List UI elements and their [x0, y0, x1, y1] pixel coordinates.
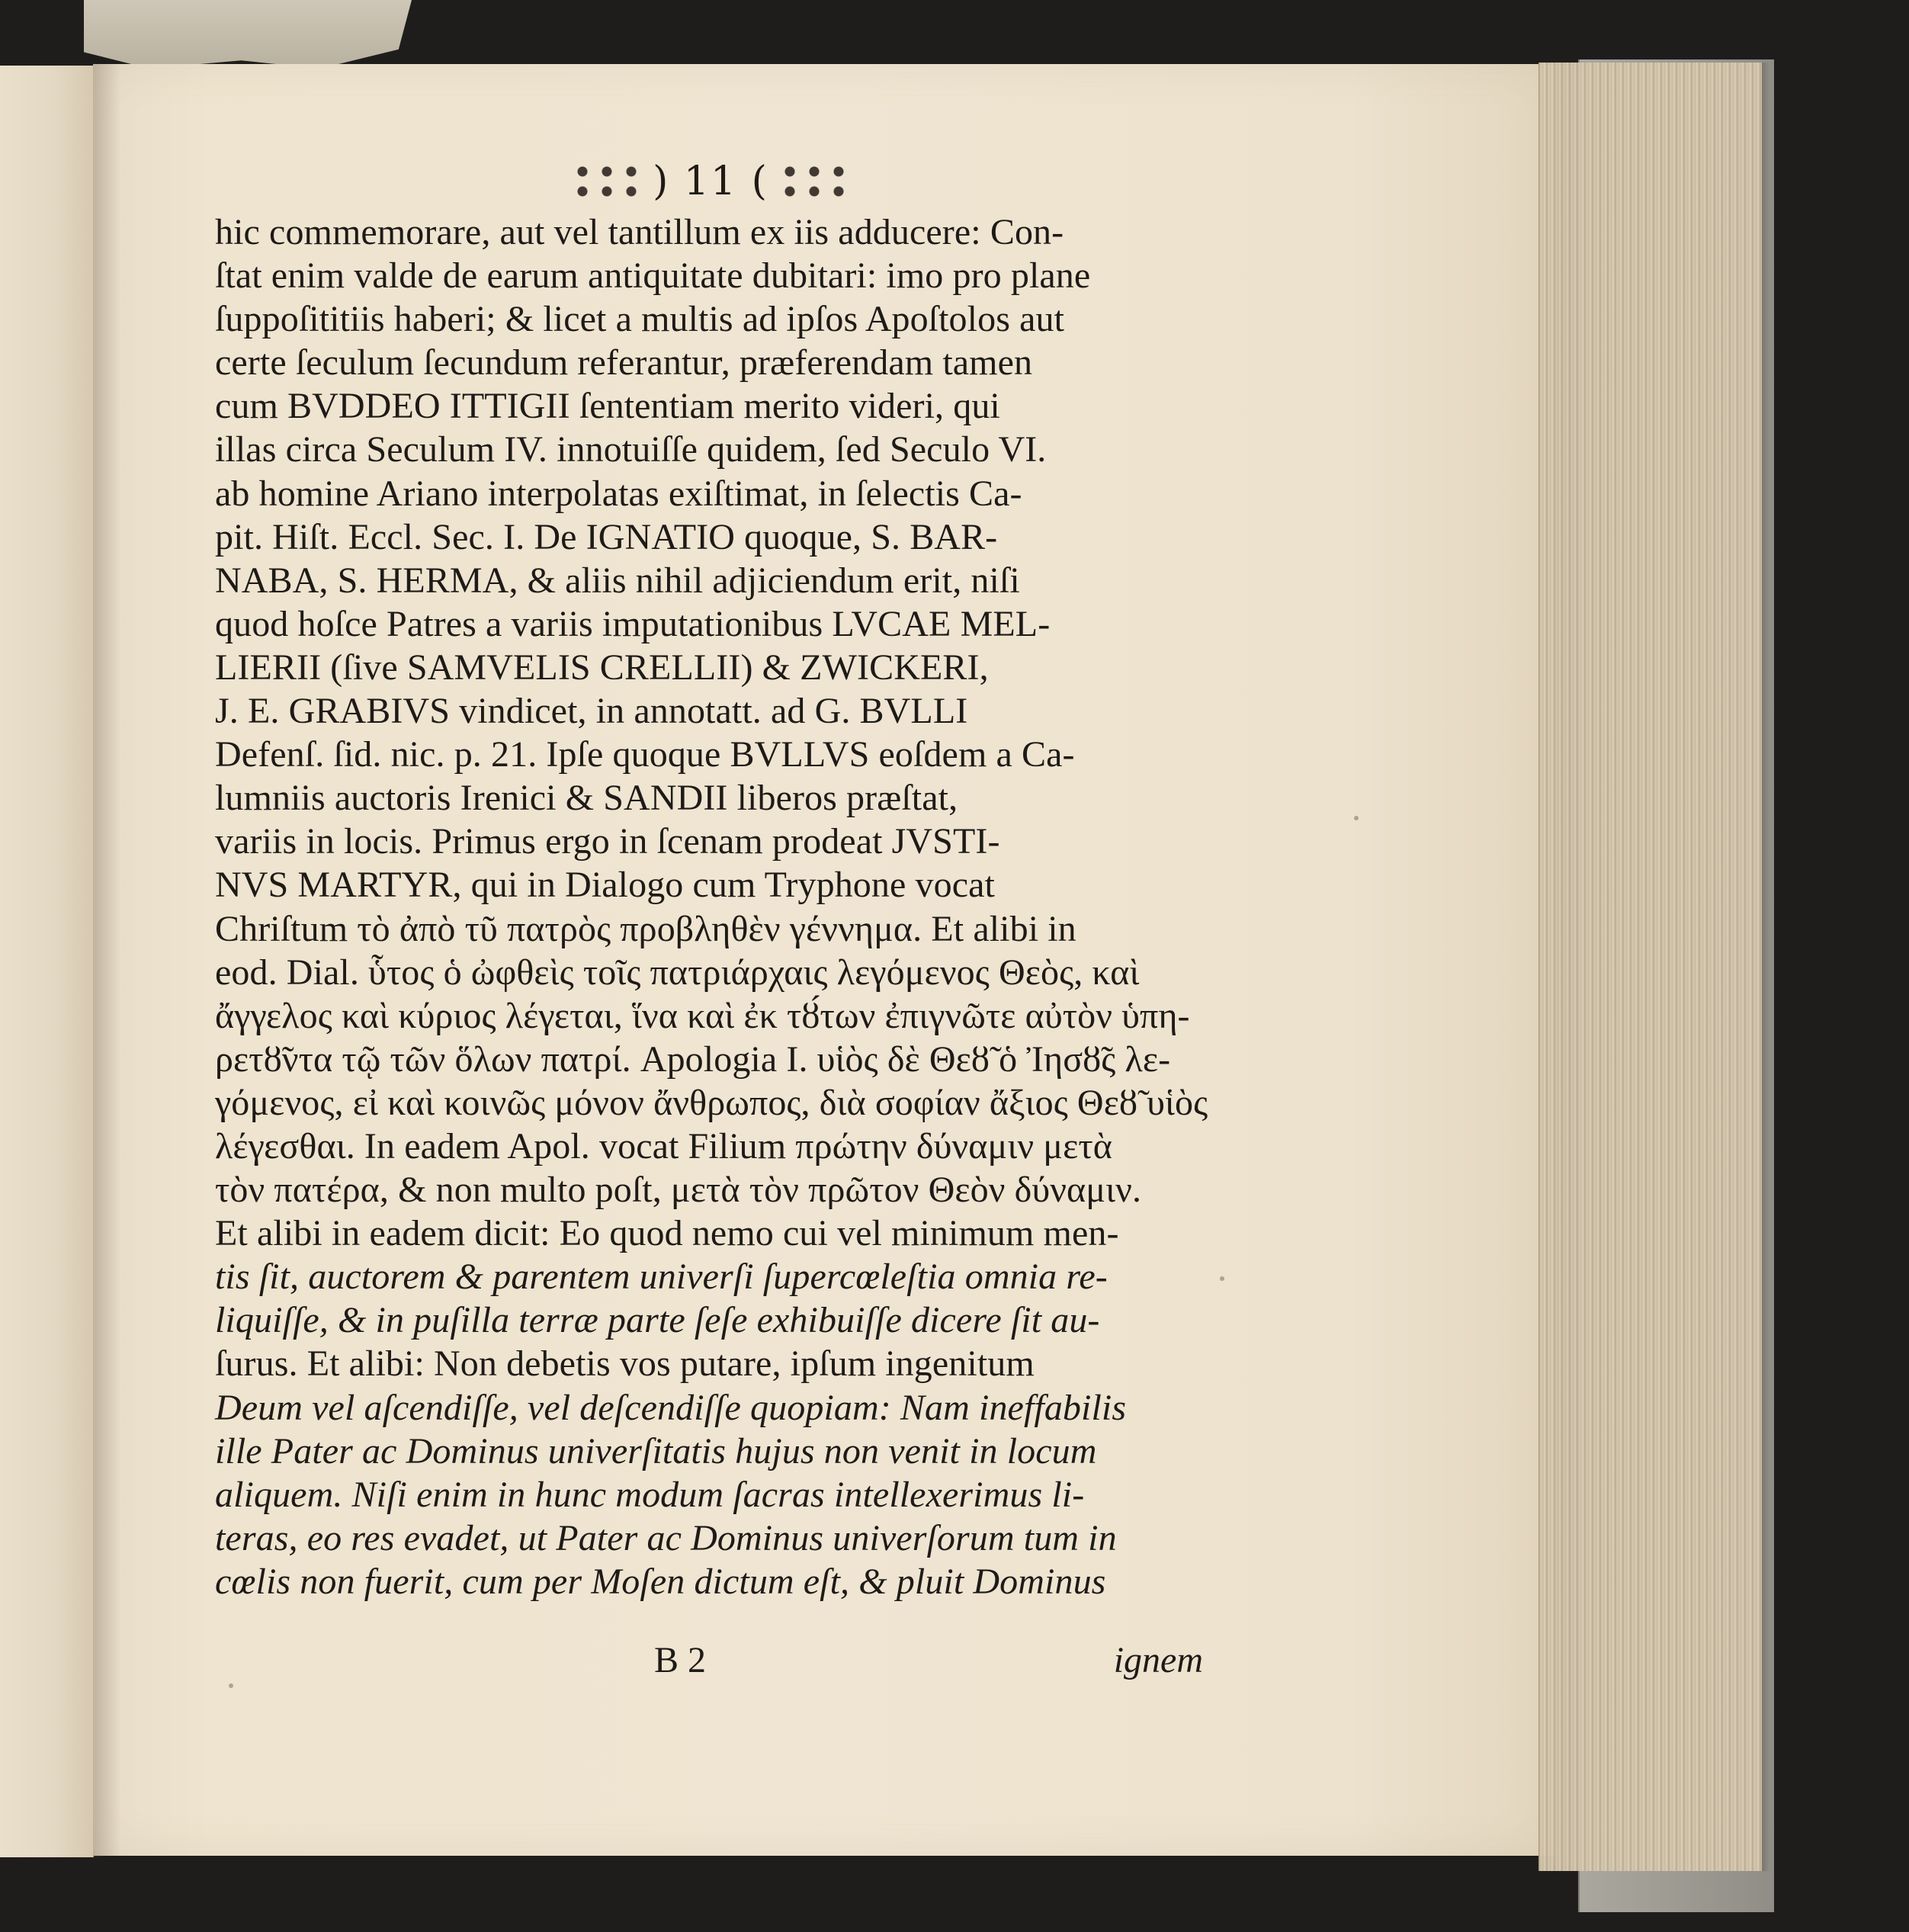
text-line: ſtat enim valde de earum antiquitate dubitari: imo pro plane [215, 255, 1091, 297]
text-line: cœlis non fuerit, cum per Moſen dictum eſt, & pluit Dominus [215, 1561, 1106, 1602]
text-line: variis in locis. Primus ergo in ſcenam prodeat JVSTI- [215, 821, 1000, 862]
text-line: cum BVDDEO ITTIGII ſententiam merito videri, qui [215, 386, 1000, 427]
right-ornament-icon [778, 159, 851, 204]
text-line: ille Pater ac Dominus univerſitatis hujus non venit in locum [215, 1430, 1097, 1471]
text-line: certe ſeculum ſecundum referantur, præferendam tamen [215, 342, 1033, 384]
text-line: teras, eo res evadet, ut Pater ac Dominus univerſorum tum in [215, 1517, 1117, 1558]
left-page-edge [0, 66, 94, 1857]
text-line: illas circa Seculum IV. innotuiſſe quidem, ſed Seculo VI. [215, 429, 1047, 470]
text-line: γόμενος, εἰ καὶ κοινῶς μόνον ἄνθρωπος, διὰ σοφίαν ἄξιος Θεȣ̃ υἱὸς [215, 1082, 1208, 1123]
text-line: ſurus. Et alibi: Non debetis vos putare, ipſum ingenitum [215, 1343, 1035, 1385]
text-line: J. E. GRABIVS vindicet, in annotatt. ad G. BVLLI [215, 691, 968, 732]
text-line: NVS MARTYR, qui in Dialogo cum Tryphone vocat [215, 865, 995, 906]
text-line: ἄγγελος καὶ κύριος λέγεται, ἵνα καὶ ἐκ τȣ́των ἐπιγνῶτε αὐτὸν ὑπη- [215, 995, 1190, 1036]
torn-paper-fragment [84, 0, 412, 69]
text-line: ſuppoſititiis haberi; & licet a multis ad ipſos Apoſtolos aut [215, 299, 1065, 340]
text-line: Defenſ. ſid. nic. p. 21. Ipſe quoque BVLLVS eoſdem a Ca- [215, 734, 1075, 775]
text-line: λέγεσθαι. In eadem Apol. vocat Filium πρώτην δύναμιν μετὰ [215, 1125, 1112, 1167]
text-line: pit. Hiſt. Eccl. Sec. I. De IGNATIO quoque, S. BAR- [215, 516, 998, 557]
text-line: lumniis auctoris Irenici & SANDII liberos præſtat, [215, 778, 958, 819]
text-line: Et alibi in eadem dicit: Eo quod nemo cui vel minimum men- [215, 1213, 1119, 1254]
left-ornament-icon [570, 159, 643, 204]
page-speck-icon [1354, 816, 1359, 820]
text-line: LIERII (ſive SAMVELIS CRELLII) & ZWICKERI, [215, 647, 989, 688]
text-line: τὸν πατέρα, & non multo poſt, μετὰ τὸν πρῶτον Θεὸν δύναμιν. [215, 1170, 1142, 1211]
page-text-block [215, 210, 1206, 1603]
text-line: quod hoſce Patres a variis imputationibus LVCAE MEL- [215, 603, 1051, 644]
text-line: tis ſit, auctorem & parentem univerſi ſupercœleſtia omnia re- [215, 1256, 1108, 1298]
running-head [550, 149, 871, 213]
running-head-text: ) 11 ( [653, 159, 768, 204]
page-speck-icon [229, 1683, 233, 1688]
text-line: ab homine Ariano interpolatas exiſtimat, in ſelectis Ca- [215, 473, 1022, 514]
text-line: hic commemorare, aut vel tantillum ex iis adducere: Con- [215, 212, 1064, 252]
page-footer [654, 1638, 1203, 1683]
text-line: eod. Dial. ὗτος ὁ ὠφθεὶς τοῖς πατριάρχαις λεγόμενος Θεὸς, καὶ [215, 952, 1140, 993]
text-line: aliquem. Niſi enim in hunc modum ſacras intellexerimus li- [215, 1474, 1085, 1515]
catchword: ignem [1113, 1640, 1203, 1680]
text-line: Deum vel aſcendiſſe, vel deſcendiſſe quopiam: Nam ineffabilis [215, 1387, 1127, 1428]
text-line: Chriſtum τὸ ἀπὸ τῦ πατρὸς προβληθὲν γέννημα. Et alibi in [215, 908, 1076, 949]
text-line: NABA, S. HERMA, & aliis nihil adjiciendum erit, niſi [215, 560, 1020, 601]
text-line: ρετȣ̃ντα τῷ τῶν ὅλων πατρί. Apologia I. υἱὸς δὲ Θεȣ̃ ὁ Ἰησȣ̃ς λε- [215, 1038, 1171, 1080]
page-fore-edge [1538, 63, 1762, 1871]
page-speck-icon [1220, 1276, 1224, 1281]
signature-mark: B 2 [654, 1640, 707, 1680]
text-line: liquiſſe, & in puſilla terræ parte ſeſe exhibuiſſe dicere ſit au- [215, 1300, 1100, 1341]
